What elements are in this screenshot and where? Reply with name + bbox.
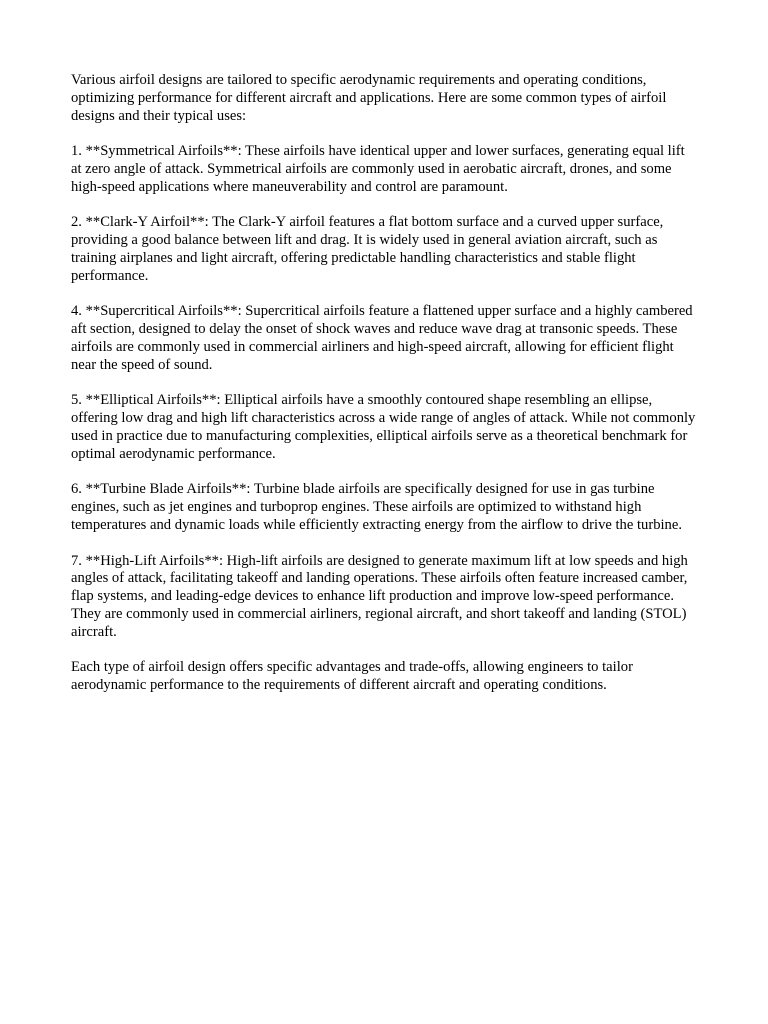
intro-paragraph: Various airfoil designs are tailored to specific aerodynamic requirements and operating conditions, optimizing performance for different aircraft and applications. Here are some common types of airfoil designs and their typical uses: [71,72,667,124]
conclusion-paragraph: Each type of airfoil design offers specific advantages and trade-offs, allowing engineers to tailor aerodynamic performance to the requirements of different aircraft and operating conditions. [71,659,633,694]
document-page [71,72,697,695]
supercritical-airfoils-paragraph: 4. **Supercritical Airfoils**: Supercritical airfoils feature a flattened upper surface and a highly cambered aft section, designed to delay the onset of shock waves and reduce wave drag at transonic speeds. These airfoils are commonly used in commercial airliners and high-speed aircraft, allowing for efficient flight near the speed of sound. [71,303,693,373]
turbine-blade-airfoils-paragraph: 6. **Turbine Blade Airfoils**: Turbine blade airfoils are specifically designed for use in gas turbine engines, such as jet engines and turboprop engines. These airfoils are optimized to withstand high temperatures and dynamic loads while efficiently extracting energy from the airflow to drive the turbine. [71,481,682,533]
symmetrical-airfoils-paragraph: 1. **Symmetrical Airfoils**: These airfoils have identical upper and lower surfaces, generating equal lift at zero angle of attack. Symmetrical airfoils are commonly used in aerobatic aircraft, drones, and some high-speed applications where maneuverability and control are paramount. [71,143,685,195]
elliptical-airfoils-paragraph: 5. **Elliptical Airfoils**: Elliptical airfoils have a smoothly contoured shape resembling an ellipse, offering low drag and high lift characteristics across a wide range of angles of attack. While not commonly used in practice due to manufacturing complexities, elliptical airfoils serve as a theoretical benchmark for optimal aerodynamic performance. [71,392,696,462]
clark-y-airfoil-paragraph: 2. **Clark-Y Airfoil**: The Clark-Y airfoil features a flat bottom surface and a curved upper surface, providing a good balance between lift and drag. It is widely used in general aviation aircraft, such as training airplanes and light aircraft, offering predictable handling characteristics and stable flight performance. [71,214,664,284]
high-lift-airfoils-paragraph: 7. **High-Lift Airfoils**: High-lift airfoils are designed to generate maximum lift at low speeds and high angles of attack, facilitating takeoff and landing operations. These airfoils often feature increased camber, flap systems, and leading-edge devices to enhance lift production and improve low-speed performance. They are commonly used in commercial airliners, regional aircraft, and short takeoff and landing (STOL) aircraft. [71,552,688,640]
